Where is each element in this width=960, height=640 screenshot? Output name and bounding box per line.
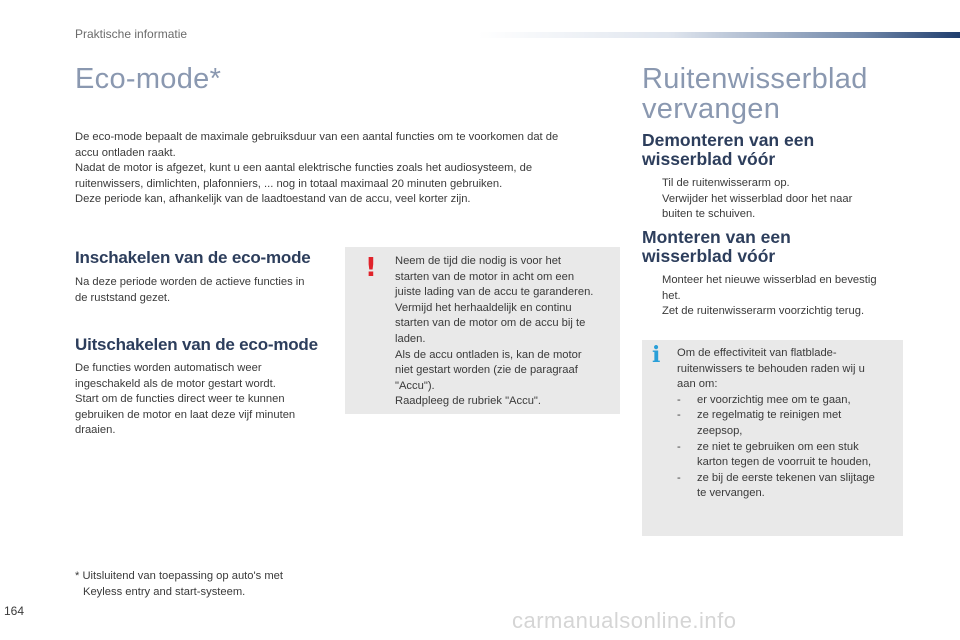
step-line: buiten te schuiven.: [662, 208, 756, 221]
info-list-item: [677, 393, 875, 409]
text-line: de ruststand gezet.: [75, 291, 171, 304]
intro-line: Nadat de motor is afgezet, kunt u een aantal elektrische functies zoals het audiosysteem, de: [75, 162, 533, 175]
heading-line: Monteren van een: [642, 227, 791, 247]
intro-line: ruitenwissers, dimlichten, plafonniers, ... nog in totaal maximaal 20 minuten gebruiken.: [75, 177, 503, 190]
warning-line: starten van de motor om de accu bij te: [395, 317, 586, 330]
checkbox-bullet-icon: [642, 192, 662, 223]
info-box: [642, 340, 903, 536]
step-item: [642, 273, 912, 304]
eco-enable-text: [75, 275, 305, 306]
mount-blade-steps: [642, 273, 912, 320]
wiper-title: [642, 64, 868, 124]
text-line: gebruiken de motor en laat deze vijf minuten: [75, 408, 296, 421]
step-item: [642, 192, 912, 223]
eco-enable-heading: Inschakelen van de eco-mode: [75, 248, 311, 267]
warning-line: starten van de motor in acht om een: [395, 270, 575, 283]
footnote-line: * Uitsluitend van toepassing op auto's met: [75, 570, 283, 582]
section-label: Praktische informatie: [75, 27, 188, 41]
dash-bullet: -: [677, 409, 681, 422]
heading-line: wisserblad vóór: [642, 149, 776, 169]
eco-intro-paragraph: [75, 130, 558, 208]
page-number: 164: [4, 604, 25, 618]
step-item: [642, 176, 912, 192]
intro-line: Deze periode kan, afhankelijk van de laadtoestand van de accu, veel korter zijn.: [75, 193, 471, 206]
footnote-line: Keyless entry and start-systeem.: [83, 585, 246, 598]
step-item: [642, 304, 912, 320]
heading-line: wisserblad vóór: [642, 246, 776, 266]
step-line: Verwijder het wisserblad door het naar: [662, 192, 853, 205]
checkbox-bullet-icon: [642, 273, 662, 304]
dash-bullet: -: [677, 471, 681, 484]
info-item-line: te vervangen.: [697, 487, 765, 500]
info-item-line: ze niet te gebruiken om een stuk: [697, 440, 859, 453]
warning-line: laden.: [395, 332, 426, 345]
info-list-item: [677, 408, 875, 439]
warning-text: [395, 254, 593, 410]
warning-line: Raadpleeg de rubriek "Accu".: [395, 395, 542, 408]
step-line: het.: [662, 289, 681, 302]
eco-mode-title: Eco-mode*: [75, 63, 222, 95]
step-line: Til de ruitenwisserarm op.: [662, 177, 790, 189]
info-item-line: ze bij de eerste tekenen van slijtage: [697, 471, 875, 484]
heading-line: Demonteren van een: [642, 130, 815, 150]
warning-line: Als de accu ontladen is, kan de motor: [395, 348, 582, 361]
intro-line: De eco-mode bepaalt de maximale gebruiksduur van een aantal functies om te voorkomen dat de: [75, 131, 559, 143]
text-line: draaien.: [75, 424, 116, 437]
watermark: carmanualsonline.info: [512, 608, 737, 633]
info-item-line: karton tegen de voorruit te houden,: [697, 456, 872, 469]
step-line: Zet de ruitenwisserarm voorzichtig terug.: [662, 305, 865, 318]
info-line: aan om:: [677, 378, 718, 391]
remove-blade-steps: [642, 176, 912, 223]
info-line: ruitenwissers te behouden raden wij u: [677, 362, 865, 375]
header-gradient-bar: [478, 32, 960, 38]
warning-line: Neem de tijd die nodig is voor het: [395, 255, 562, 267]
mount-blade-heading: [642, 228, 791, 266]
warning-line: "Accu").: [395, 379, 435, 392]
info-line: Om de effectiviteit van flatblade-: [677, 347, 837, 359]
checkbox-bullet-icon: [642, 176, 662, 192]
title-line: Ruitenwisserblad: [642, 63, 868, 95]
footnote: [75, 569, 283, 600]
remove-blade-heading: [642, 131, 814, 169]
info-list-item: [677, 440, 875, 471]
info-icon: i: [652, 342, 661, 368]
eco-disable-heading: Uitschakelen van de eco-mode: [75, 335, 318, 354]
checkbox-bullet-icon: [642, 304, 662, 320]
info-item-line: zeepsop,: [697, 424, 743, 437]
text-line: De functies worden automatisch weer: [75, 362, 262, 374]
warning-line: Vermijd het herhaaldelijk en continu: [395, 301, 572, 314]
warning-icon: !: [365, 253, 377, 283]
info-list-item: [677, 471, 875, 502]
warning-line: juiste lading van de accu te garanderen.: [395, 286, 594, 299]
eco-disable-text: [75, 361, 295, 439]
dash-bullet: -: [677, 440, 681, 453]
info-item-line: er voorzichtig mee om te gaan,: [697, 393, 851, 406]
text-line: Na deze periode worden de actieve functies in: [75, 276, 305, 288]
warning-box: [345, 247, 620, 414]
info-text: [677, 346, 875, 502]
text-line: Start om de functies direct weer te kunnen: [75, 393, 285, 406]
title-line: vervangen: [642, 93, 781, 125]
info-item-line: ze regelmatig te reinigen met: [697, 409, 842, 422]
warning-line: niet gestart worden (zie de paragraaf: [395, 364, 578, 377]
dash-bullet: -: [677, 393, 681, 406]
step-line: Monteer het nieuwe wisserblad en bevestig: [662, 274, 877, 286]
intro-line: accu ontladen raakt.: [75, 146, 176, 159]
text-line: ingeschakeld als de motor gestart wordt.: [75, 377, 276, 390]
